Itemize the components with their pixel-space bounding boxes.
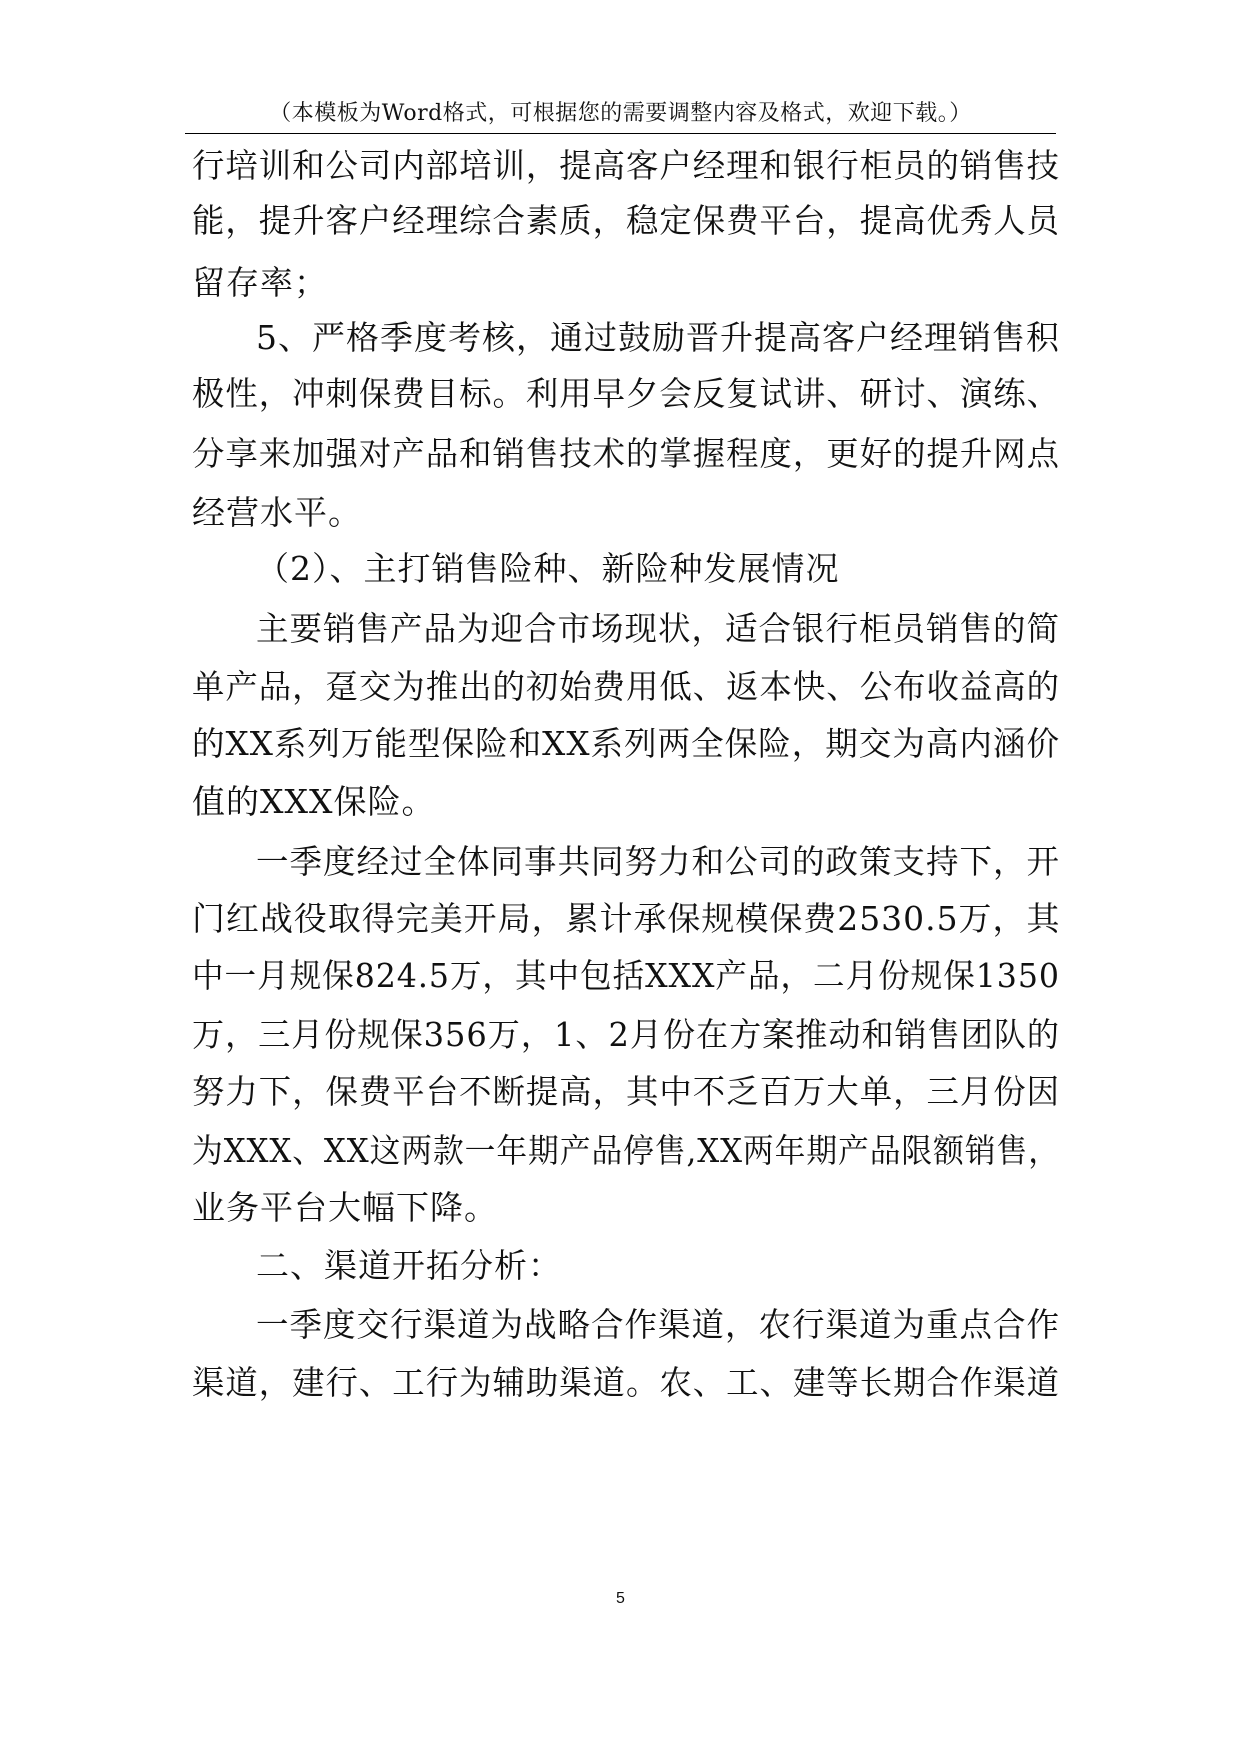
body-line: 努力下，保费平台不断提高，其中不乏百万大单，三月份因 [192,1072,1060,1111]
body-line: 的XX系列万能型保险和XX系列两全保险，期交为高内涵价 [192,724,1061,763]
body-line: 值的XXX保险。 [192,782,436,821]
body-line: 分享来加强对产品和销售技术的掌握程度，更好的提升网点 [192,434,1060,473]
page-header-note: （本模板为Word格式，可根据您的需要调整内容及格式，欢迎下载。） [269,101,972,126]
body-line: 为XXX、XX这两款一年期产品停售,XX两年期产品限额销售， [192,1131,1060,1170]
body-line: 留存率； [192,263,328,302]
body-line: 行培训和公司内部培训，提高客户经理和银行柜员的销售技 [192,146,1060,185]
page-number: 5 [616,1590,625,1607]
section-heading: 二、渠道开拓分析： [256,1246,562,1285]
body-line: 单产品，趸交为推出的初始费用低、返本快、公布收益高的 [192,667,1060,706]
body-line: 经营水平。 [192,493,362,532]
body-line: 渠道，建行、工行为辅助渠道。农、工、建等长期合作渠道 [192,1363,1060,1402]
body-line: 一季度经过全体同事共同努力和公司的政策支持下，开 [256,842,1061,881]
body-line: 万，三月份规保356万，1、2月份在方案推动和销售团队的 [192,1015,1060,1054]
body-line: 主要销售产品为迎合市场现状，适合银行柜员销售的简 [256,609,1061,648]
body-line: 5、严格季度考核，通过鼓励晋升提高客户经理销售积 [256,318,1060,357]
header-divider [185,133,1056,134]
body-line: 门红战役取得完美开局，累计承保规模保费2530.5万，其 [192,899,1061,938]
body-line: 极性，冲刺保费目标。利用早夕会反复试讲、研讨、演练、 [192,374,1060,413]
body-line: 能，提升客户经理综合素质，稳定保费平台，提高优秀人员 [192,201,1060,240]
section-heading: （2）、主打销售险种、新险种发展情况 [256,549,840,588]
body-line: 业务平台大幅下降。 [192,1188,498,1227]
body-line: 一季度交行渠道为战略合作渠道，农行渠道为重点合作 [256,1305,1061,1344]
body-line: 中一月规保824.5万，其中包括XXX产品，二月份规保1350 [192,956,1060,995]
